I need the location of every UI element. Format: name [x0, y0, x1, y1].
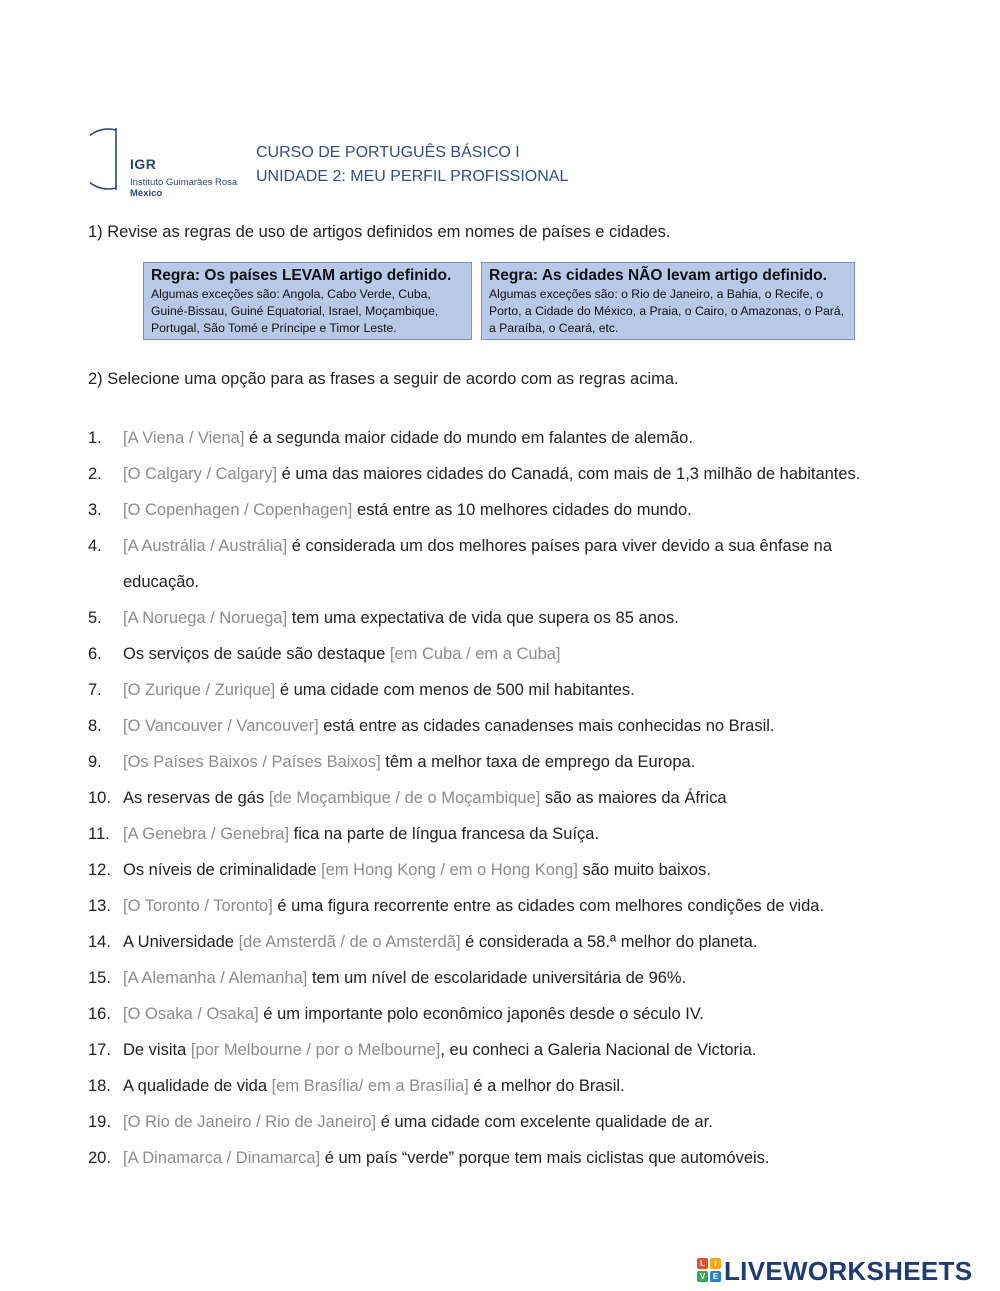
rule-body: Algumas exceções são: o Rio de Janeiro, a Bahia, o Recife, o Porto, a Cidade do México, a Praia, o Cairo, o Amazonas, o Pará, a Paraíba, o Ceará, etc. — [489, 287, 844, 335]
sentence-end: é a segunda maior cidade do mundo em falantes de alemão. — [244, 429, 693, 447]
item-number: 15. — [88, 969, 111, 987]
sentence-start: A qualidade de vida — [123, 1077, 272, 1095]
liveworksheets-brand — [697, 1256, 997, 1286]
item-number: 18. — [88, 1077, 111, 1095]
item-sentence — [123, 672, 635, 708]
unit-title: UNIDADE 2: MEU PERFIL PROFISSIONAL — [256, 168, 569, 185]
logo-tile: I — [710, 1258, 721, 1269]
logo-tile: E — [710, 1271, 721, 1282]
sentence-end: está entre as 10 melhores cidades do mundo. — [352, 501, 692, 519]
course-title: CURSO DE PORTUGUÊS BÁSICO I — [256, 144, 520, 161]
item-number: 2. — [88, 465, 102, 483]
answer-choice[interactable]: [A Noruega / Noruega] — [123, 609, 288, 627]
answer-choice[interactable]: [O Zurique / Zurique] — [123, 681, 276, 699]
item-number: 13. — [88, 897, 111, 915]
item-sentence — [123, 780, 727, 816]
logo-tile: V — [697, 1271, 708, 1282]
sentence-end: é a melhor do Brasil. — [468, 1077, 625, 1095]
item-sentence — [123, 492, 692, 528]
item-sentence — [123, 888, 824, 924]
item-number: 16. — [88, 1005, 111, 1023]
answer-choice[interactable]: [A Alemanha / Alemanha] — [123, 969, 308, 987]
answer-choice[interactable]: [A Austrália / Austrália] — [123, 537, 288, 555]
sentence-end: , eu conheci a Galeria Nacional de Victoria. — [440, 1041, 757, 1059]
item-sentence — [123, 852, 711, 888]
sentence-end: está entre as cidades canadenses mais conhecidas no Brasil. — [318, 717, 775, 735]
item-number: 8. — [88, 717, 102, 735]
answer-choice[interactable]: [O Toronto / Toronto] — [123, 897, 273, 915]
course-header — [256, 141, 568, 189]
answer-choice[interactable]: [em Hong Kong / em o Hong Kong] — [321, 861, 578, 879]
logo-institute-name: Instituto Guimarães Rosa — [130, 177, 238, 188]
sentence-end: tem um nível de escolaridade universitária de 96%. — [307, 969, 687, 987]
sentence-end: fica na parte de língua francesa da Suíça. — [289, 825, 600, 843]
rule-box-cities — [481, 262, 855, 340]
sentence-start: De visita — [123, 1041, 191, 1059]
sentence-end: são as maiores da África — [540, 789, 727, 807]
item-sentence — [123, 528, 832, 564]
sentence-end: é um importante polo econômico japonês desde o século IV. — [258, 1005, 704, 1023]
item-number: 7. — [88, 681, 102, 699]
answer-choice[interactable]: [de Amsterdã / de o Amsterdã] — [238, 933, 461, 951]
sentence-start: A Universidade — [123, 933, 239, 951]
sentence-end: são muito baixos. — [577, 861, 711, 879]
answer-choice[interactable]: [O Rio de Janeiro / Rio de Janeiro] — [123, 1113, 377, 1131]
item-number: 1. — [88, 429, 102, 447]
sentence-end: é considerada a 58.ª melhor do planeta. — [460, 933, 758, 951]
answer-choice[interactable]: [O Osaka / Osaka] — [123, 1005, 259, 1023]
item-sentence — [123, 600, 679, 636]
liveworksheets-wordmark: LIVEWORKSHEETS — [724, 1256, 973, 1286]
answer-choice[interactable]: [A Dinamarca / Dinamarca] — [123, 1149, 321, 1167]
rule-title: Regra: As cidades NÃO levam artigo definido. — [489, 267, 827, 284]
item-sentence — [123, 744, 695, 780]
item-sentence — [123, 1104, 713, 1140]
item-number: 3. — [88, 501, 102, 519]
item-number: 20. — [88, 1149, 111, 1167]
item-sentence — [123, 1032, 756, 1068]
item-sentence — [123, 708, 775, 744]
item-sentence — [123, 456, 860, 492]
instruction-2: 2) Selecione uma opção para as frases a seguir de acordo com as regras acima. — [88, 370, 679, 388]
answer-choice[interactable]: [O Copenhagen / Copenhagen] — [123, 501, 353, 519]
sentence-end: é um país “verde” porque tem mais ciclistas que automóveis. — [320, 1149, 770, 1167]
sentence-continuation: educação. — [123, 573, 200, 591]
answer-choice[interactable]: [A Viena / Viena] — [123, 429, 245, 447]
rule-box-countries — [143, 262, 472, 340]
sentence-start: Os serviços de saúde são destaque — [123, 645, 390, 663]
sentence-end: tem uma expectativa de vida que supera os 85 anos. — [287, 609, 679, 627]
rule-title: Regra: Os países LEVAM artigo definido. — [151, 267, 452, 284]
item-number: 5. — [88, 609, 102, 627]
rule-body: Algumas exceções são: Angola, Cabo Verde, Cuba, Guiné-Bissau, Guiné Equatorial, Israel, Moçambique, Portugal, São Tomé e Príncipe e Timor Leste. — [151, 287, 439, 335]
item-sentence — [123, 1140, 770, 1176]
sentence-start: Os níveis de criminalidade — [123, 861, 322, 879]
sentence-end: é considerada um dos melhores países para viver devido a sua ênfase na — [287, 537, 832, 555]
logo-arc-icon — [90, 126, 130, 196]
answer-choice[interactable]: [O Vancouver / Vancouver] — [123, 717, 319, 735]
sentence-start: As reservas de gás — [123, 789, 269, 807]
igr-logo — [90, 126, 240, 201]
item-number: 11. — [88, 825, 110, 843]
logo-abbreviation: IGR — [130, 156, 157, 172]
logo-country: México — [130, 188, 163, 199]
answer-choice[interactable]: [por Melbourne / por o Melbourne] — [190, 1041, 441, 1059]
item-sentence — [123, 636, 561, 672]
item-number: 9. — [88, 753, 102, 771]
item-number: 12. — [88, 861, 111, 879]
item-sentence — [123, 1068, 625, 1104]
sentence-end: têm a melhor taxa de emprego da Europa. — [380, 753, 696, 771]
answer-choice[interactable]: [O Calgary / Calgary] — [123, 465, 278, 483]
sentence-end: é uma figura recorrente entre as cidades com melhores condições de vida. — [272, 897, 825, 915]
answer-choice[interactable]: [A Genebra / Genebra] — [123, 825, 290, 843]
item-sentence — [123, 996, 704, 1032]
item-number: 4. — [88, 537, 102, 555]
item-sentence — [123, 924, 757, 960]
item-number: 14. — [88, 933, 111, 951]
item-sentence — [123, 960, 686, 996]
answer-choice[interactable]: [Os Países Baixos / Países Baixos] — [123, 753, 381, 771]
item-number: 17. — [88, 1041, 111, 1059]
liveworksheets-logo-icon — [697, 1258, 723, 1284]
answer-choice[interactable]: [em Cuba / em a Cuba] — [389, 645, 561, 663]
sentence-end: é uma cidade com excelente qualidade de ar. — [376, 1113, 713, 1131]
item-number: 6. — [88, 645, 102, 663]
instruction-1: 1) Revise as regras de uso de artigos definidos em nomes de países e cidades. — [88, 223, 671, 241]
answer-choice[interactable]: [em Brasília/ em a Brasília] — [271, 1077, 469, 1095]
sentence-end: é uma cidade com menos de 500 mil habitantes. — [275, 681, 635, 699]
logo-tile: L — [697, 1258, 708, 1269]
answer-choice[interactable]: [de Moçambique / de o Moçambique] — [268, 789, 541, 807]
item-number: 19. — [88, 1113, 111, 1131]
sentence-end: é uma das maiores cidades do Canadá, com mais de 1,3 milhão de habitantes. — [277, 465, 861, 483]
item-sentence — [123, 420, 693, 456]
item-sentence — [123, 816, 599, 852]
item-number: 10. — [88, 789, 111, 807]
